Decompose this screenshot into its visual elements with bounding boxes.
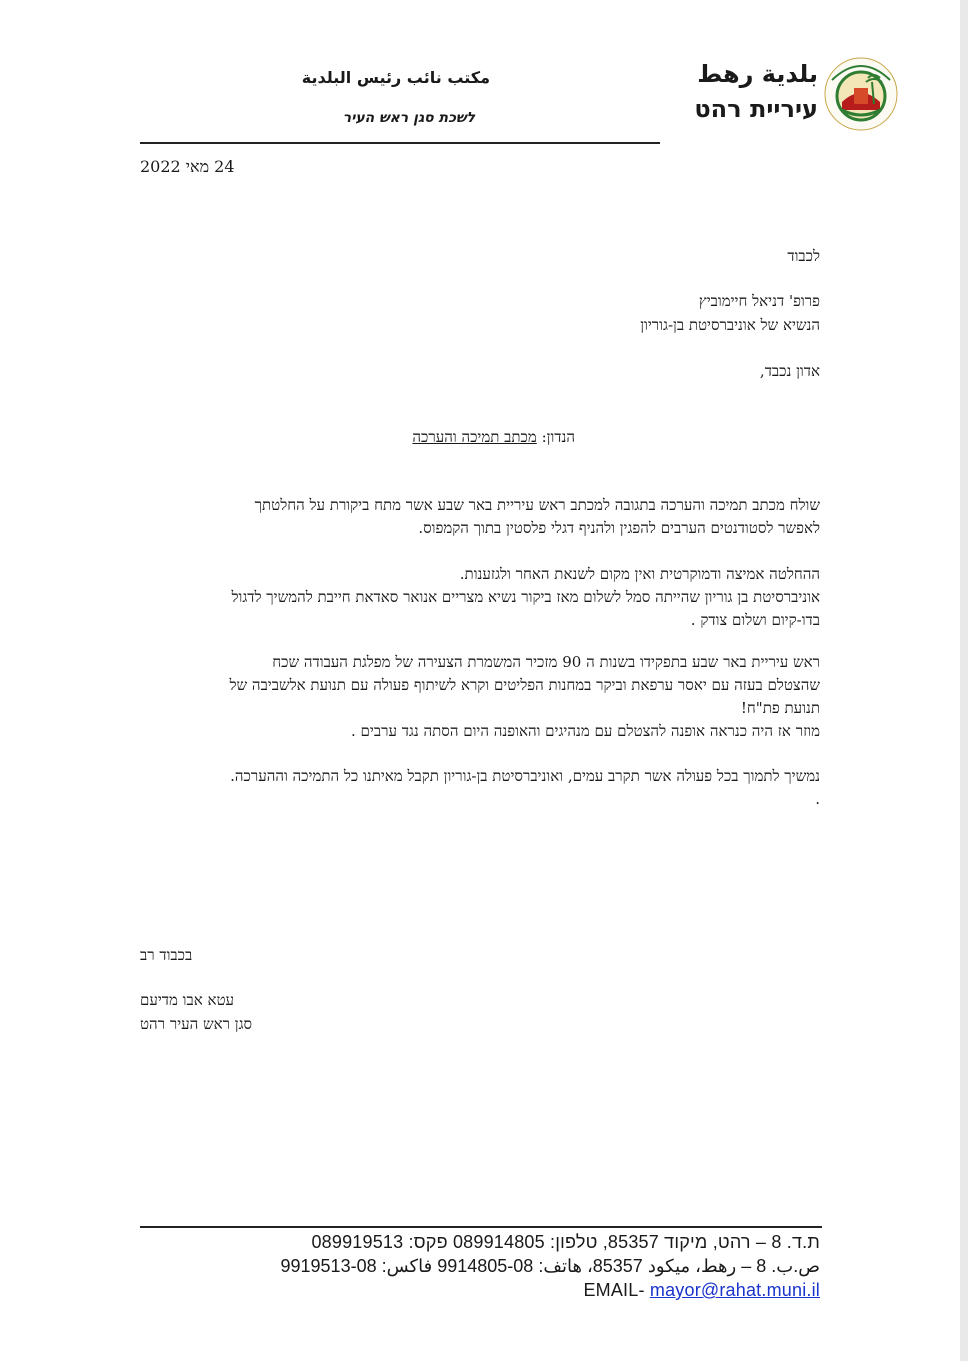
paragraph-line: לאפשר לסטודנטים הערבים להפגין ולהניף דגלי פלסטין בתוך הקמפוס. [418, 519, 820, 537]
footer-divider [140, 1226, 822, 1228]
body-paragraph-3 [140, 651, 820, 743]
header-divider [140, 142, 660, 144]
body-paragraph-4 [140, 765, 820, 811]
paragraph-line: תנועת פת"ח! [740, 699, 820, 717]
paragraph-line: . [815, 790, 820, 808]
footer-address-hebrew: ת.ד. 8 – רהט, מיקוד 85357, טלפון: 089914805 פקס: 089919513 [311, 1232, 820, 1252]
salutation: אדון נכבד, [759, 362, 820, 380]
municipality-name-arabic: بلدية رهط [697, 60, 818, 88]
paragraph-line: מוזר אז היה כנראה אופנה להצטלם עם מנהיגים והאופנה היום הסתה נגד ערבים . [351, 722, 820, 740]
paragraph-line: ראש עיריית באר שבע בתפקידו בשנות ה 90 מזכיר המשמרת הצעירה של מפלגת העבודה שכח [272, 653, 820, 671]
office-name-arabic: مكتب نائب رئيس البلدية [301, 68, 490, 87]
footer-address-arabic: ص.ب. 8 – رهط، ميكود 85357، هاتف: 08-9914805 فاكس: 08-9919513 [280, 1256, 820, 1276]
recipient-title: הנשיא של אוניברסיטת בן-גוריון [640, 316, 820, 334]
paragraph-line: ההחלטה אמיצה ודמוקרטית ואין מקום לשנאת האחר ולגזענות. [459, 565, 820, 583]
paragraph-line: שהצטלם בעזה עם יאסר ערפאת וביקר במחנות הפליטים וקרא לשיתוף פעולה עם תנועת אלשביבה של [229, 676, 820, 694]
letter-date: 24 מאי 2022 [140, 157, 235, 176]
subject-line [320, 428, 575, 447]
body-paragraph-1 [140, 494, 820, 540]
paragraph-line: שולח מכתב תמיכה והערכה בתגובה למכתב ראש עיריית באר שבע אשר מתח ביקורת על החלטתך [254, 496, 820, 514]
recipient-name: פרופ' דניאל חיימוביץ [698, 292, 820, 310]
paragraph-line: אוניברסיטת בן גוריון שהייתה סמל לשלום מאז ביקור נשיא מצריים אנואר סאדאת חייבת להמשיך לדגול [231, 588, 820, 606]
subject-label: הנדון: [541, 428, 575, 446]
paragraph-line: בדו-קיום ושלום צודק . [690, 611, 820, 629]
office-name-hebrew: לשכת סגן ראש העיר [342, 110, 475, 126]
municipality-name-hebrew: עיריית רהט [694, 95, 818, 123]
municipality-logo [822, 54, 900, 134]
email-label: EMAIL- [583, 1280, 645, 1300]
signer-title: סגן ראש העיר רהט [140, 1015, 253, 1033]
closing: בכבוד רב [140, 946, 193, 964]
logo-emblem-icon [822, 54, 900, 134]
subject-text: מכתב תמיכה והערכה [412, 428, 537, 446]
email-link[interactable]: mayor@rahat.muni.il [649, 1280, 820, 1300]
page-edge [960, 0, 968, 1361]
body-paragraph-2 [140, 563, 820, 632]
signer-name: עטא אבו מדיעם [140, 991, 235, 1009]
addressee-to: לכבוד [787, 247, 820, 265]
footer-email-line [583, 1280, 820, 1301]
paragraph-line: נמשיך לתמוך בכל פעולה אשר תקרב עמים, ואוניברסיטת בן-גוריון תקבל מאיתנו כל התמיכה וההערכה. [230, 767, 820, 785]
